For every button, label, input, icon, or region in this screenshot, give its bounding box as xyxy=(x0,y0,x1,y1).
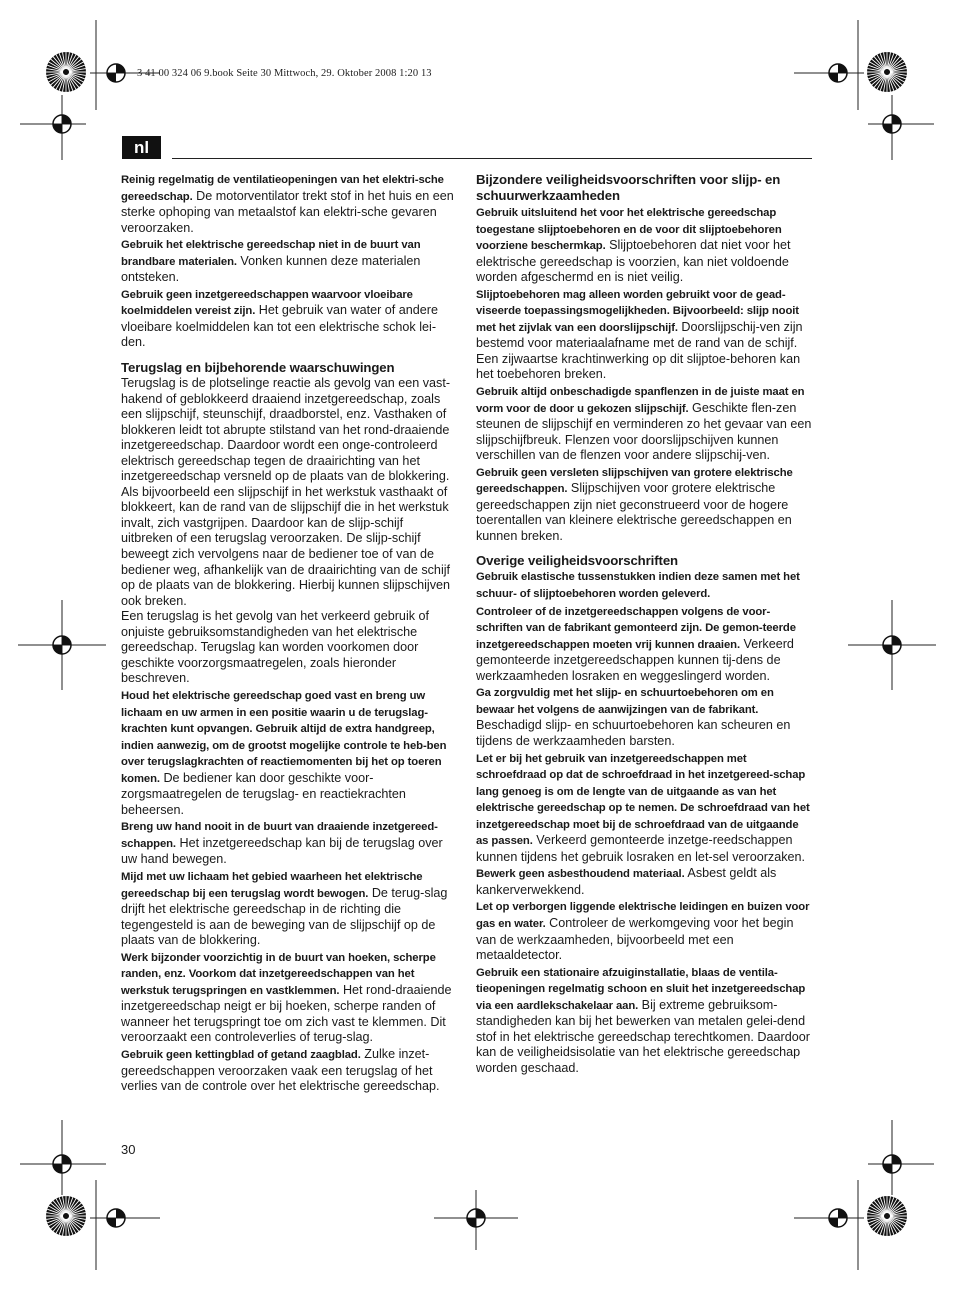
section-heading: Bijzondere veiligheidsvoorschriften voor slijp- en schuurwerkzaamheden xyxy=(476,172,781,203)
paragraph: Gebruik altijd onbeschadigde spanflenzen in de juiste maat en vorm voor de door u gekozen slijpschijf. Geschikte flen-zen steunen de slijpschijf en verminderen zo het gevaar van een slijpschijfbreuk. Flenzen voor doorslijpschijven kunnen verschillen van de flenzen voor andere slijpschij-ven. xyxy=(476,386,812,463)
paragraph: Terugslag is de plotselinge reactie als gevolg van een vast-hakend of geblokkeerd draaiend inzetgereedschap, zoals een slijpschijf, steunschijf, draadborstel, enz. Vasthaken of blokkeren leidt tot abrupte stilstand van het rond-draaiende inzetgereedschap. Daardoor wordt een onge-controleerd elektrisch gereedschap tegen de draairichting van het inzetgereedschap versneld op de plaats van de blokkering. xyxy=(121,376,451,484)
paragraph: Breng uw hand nooit in de buurt van draaiende inzetgereed-schappen. Het inzetgereedschap kan bij de terugslag over uw hand bewegen. xyxy=(121,821,443,867)
paragraph: Gebruik het elektrische gereedschap niet in de buurt van brandbare materialen. Vonken kunnen deze materialen ontsteken. xyxy=(121,239,421,285)
paragraph: Ga zorgvuldig met het slijp- en schuurtoebehoren om en bewaar het volgens de aanwijzingen van de fabrikant. Beschadigd slijp- en schuurtoebehoren kan scheuren en tijdens de werkzaamheden barsten. xyxy=(476,687,791,748)
paragraph: Let op verborgen liggende elektrische leidingen en buizen voor gas en water. Controleer de werkomgeving voor het begin van de werkzaamheden, bijvoorbeeld met een metaaldetector. xyxy=(476,901,810,963)
paragraph: Werk bijzonder voorzichtig in de buurt van hoeken, scherpe randen, enz. Voorkom dat inzetgereedschappen van het werkstuk terugspringen en vastklemmen. Het rond-draaiende inzetgereedschap neigt er bij hoeken, scherpe randen of wanneer het terugspringt toe om zich vast te klemmen. Dit veroorzaakt een controleverlies of terug-slag. xyxy=(121,951,452,1045)
paragraph: Mijd met uw lichaam het gebied waarheen het elektrische gereedschap bij een terugslag wordt bewogen. De terug-slag drijft het elektrische gereedschap in de richting die tegengesteld is aan de beweging van de slijpschijf op de plaats van de blokkering. xyxy=(121,870,448,948)
right-column xyxy=(476,172,812,1076)
section-heading: Terugslag en bijbehorende waarschuwingen xyxy=(121,360,395,376)
paragraph: Gebruik geen versleten slijpschijven van grotere elektrische gereedschappen. Slijpschijven voor grotere elektrische gereedschappen zijn niet geconstrueerd voor de hogere toerentallen van kleinere elektrische gereedschappen en kunnen breken. xyxy=(476,466,793,543)
paragraph: Slijptoebehoren mag alleen worden gebruikt voor de gead-viseerde toepassingsmogelijkheden. Bijvoorbeeld: slijp nooit met het zijvlak van een doorslijpschijf. Doorslijpschij-ven zijn bestemd voor materiaalafname met de rand van de schijf. Een zijwaartse krachtinwerking op dit slijptoe-behoren kan het toebehoren breken. xyxy=(476,288,803,382)
language-badge: nl xyxy=(122,136,161,159)
paragraph: Gebruik een stationaire afzuiginstallatie, blaas de ventila-tieopeningen regelmatig schoon en sluit het inzetgereedschap via een aardlekschakelaar aan. Bij extreme gebruiksom-standigheden kan bij het bewerken van metalen gelei-dend stof in het elektrische gereedschap terechtkomen. Daardoor kan de veiligheidsisolatie van het elektrische gereedschap worden geschaad. xyxy=(476,966,810,1075)
paragraph: Let er bij het gebruik van inzetgereedschappen met schroefdraad op dat de schroefdraad in het inzetgereed-schap lang genoeg is om de lengte van de uitgaande as van het elektrische gereedschap op te nemen. De schroefdraad van het inzetgereedschap moet bij de schroefdraad van de uitgaande as passen. Verkeerd gemonteerde inzetge-reedschappen kunnen tijdens het gebruik losraken en let-sel veroorzaken. xyxy=(476,752,810,864)
paragraph: Gebruik geen inzetgereedschappen waarvoor vloeibare koelmiddelen vereist zijn. Het gebruik van water of andere vloeibare koelmiddelen kan tot een elektrische schok lei-den. xyxy=(121,288,438,350)
section-heading: Overige veiligheidsvoorschriften xyxy=(476,553,679,569)
paragraph: Gebruik geen kettingblad of getand zaagblad. Zulke inzet-gereedschappen veroorzaken vaak een terugslag of het verlies van de controle over het elektrische gereedschap. xyxy=(121,1046,440,1094)
paragraph: Controleer of de inzetgereedschappen volgens de voor-schriften van de fabrikant gemonteerd zijn. De gemon-teerde inzetgereedschappen moeten vrij kunnen draaien. Verkeerd gemonteerde inzetgereedschappen kunnen tij-dens de werkzaamheden losraken en weggeslingerd worden. xyxy=(476,605,796,683)
header-rule xyxy=(172,158,812,159)
paragraph: Gebruik uitsluitend het voor het elektrische gereedschap toegestane slijptoebehoren en de voor dit slijptoebehoren voorziene beschermkap. Slijptoebehoren dat niet voor het elektrische gereedschap is voorzien, kan niet voldoende worden afgeschermd en is niet veilig. xyxy=(476,207,791,285)
paragraph: Houd het elektrische gereedschap goed vast en breng uw lichaam en uw armen in een positie waarin u de terugslag-krachten kunt opvangen. Gebruik altijd de extra handgreep, indien aanwezig, om de grootst mogelijke controle te heb-ben over terugslagkrachten of reactiemomenten bij het op toeren komen. De bediener kan door geschikte voor-zorgsmaatregelen de terugslag- en reactiekrachten beheersen. xyxy=(121,689,447,817)
file-info-line: 3 41 00 324 06 9.book Seite 30 Mittwoch, 29. Oktober 2008 1:20 13 xyxy=(137,68,432,79)
paragraph: Als bijvoorbeeld een slijpschijf in het werkstuk vasthaakt of blokkeert, kan de rand van de slijpschijf die in het werkstuk invalt, zich vastgrijpen. Daardoor kan de slijp-schijf uitbreken of een terugslag veroorzaken. De slijp-schijf beweegt zich vervolgens naar de bediener toe of van de bediener weg, afhankelijk van de draairichting van de schijf op de plaats van de blokkering. Hierbij kunnen slijpschijven ook breken. xyxy=(121,484,451,608)
paragraph: Een terugslag is het gevolg van het verkeerd gebruik of onjuiste gebruiksomstandigheden van het elektrische gereedschap. Terugslag kan worden voorkomen door geschikte voorzorgsmaatregelen, zoals hieronder beschreven. xyxy=(121,609,430,686)
paragraph: Reinig regelmatig de ventilatieopeningen van het elektri-sche gereedschap. De motorventilator trekt stof in het huis en een sterke ophoping van metaalstof kan elektri-sche gevaren veroorzaken. xyxy=(121,174,454,235)
paragraph: Bewerk geen asbesthoudend materiaal. Asbest geldt als kankerverwekkend. xyxy=(476,866,777,897)
left-column xyxy=(121,172,457,1095)
page-number: 30 xyxy=(121,1142,136,1157)
paragraph: Gebruik elastische tussenstukken indien deze samen met het schuur- of slijptoebehoren worden geleverd. xyxy=(476,571,800,601)
